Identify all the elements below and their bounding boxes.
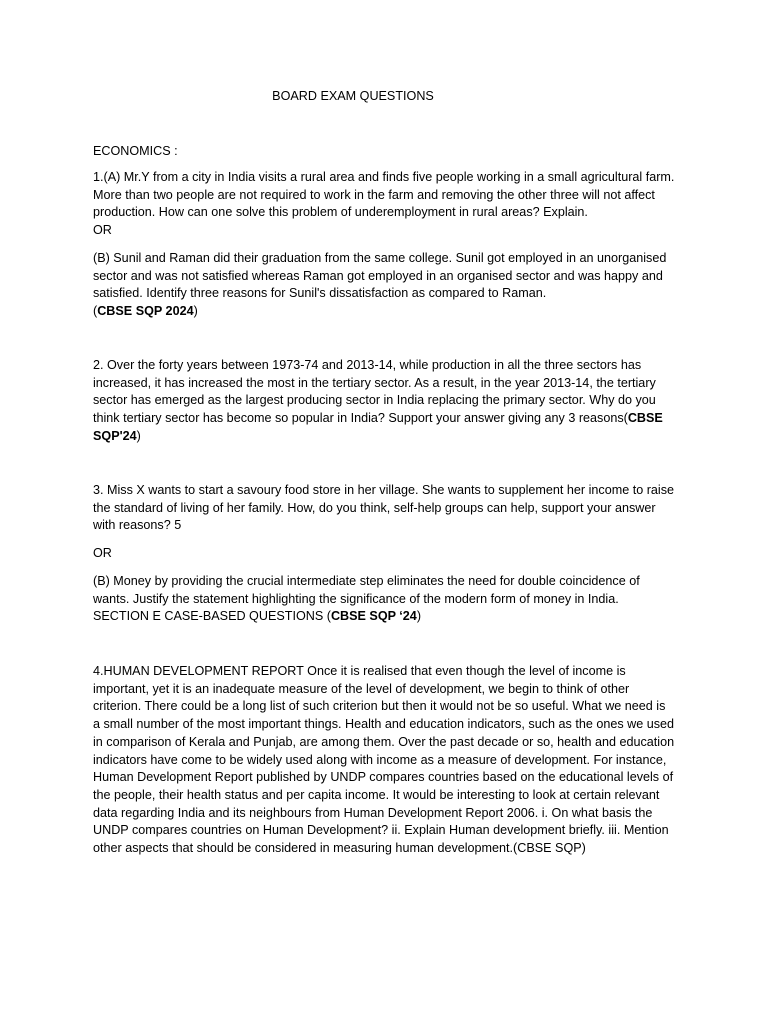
- document-title: BOARD EXAM QUESTIONS: [272, 89, 434, 103]
- question-2-source: CBSE SQP'24: [93, 411, 663, 443]
- question-1b-source: CBSE SQP 2024: [97, 304, 194, 319]
- question-1b-source-open: (: [93, 304, 98, 319]
- question-1a: 1.(A) Mr.Y from a city in India visits a rural area and finds five people working in a small agricultural farm. More than two people are not required to work in the farm and removing the other three will not affect production. How can one solve this problem of underemployment in rural areas? Explain.: [93, 170, 675, 220]
- question-3b-source: CBSE SQP ‘24: [330, 609, 417, 624]
- question-3-or: OR: [93, 546, 112, 560]
- question-1b: [93, 250, 675, 321]
- question-3b: [93, 573, 675, 626]
- question-4: 4.HUMAN DEVELOPMENT REPORT Once it is realised that even though the level of income is important, yet it is an inadequate measure of the level of development, we begin to think of other criterion. There could be a long list of such criterion but then it would not be so useful. What we need is a small number of the most important things. Health and education indicators, such as the ones we used in comparison of Kerala and Punjab, are among them. Over the past decade or so, health and education indicators have come to be widely used along with income as a measure of development. For instance, Human Development Report published by UNDP compares countries based on the educational levels of the people, their health status and per capita income. It would be interesting to look at certain relevant data regarding India and its neighbours from Human Development Report 2006. i. On what basis the UNDP compares countries on Human Development? ii. Explain Human development briefly. iii. Mention other aspects that should be considered in measuring human development.(CBSE SQP): [93, 664, 675, 856]
- question-1-or: OR: [93, 223, 112, 237]
- question-1b-source-close: ): [193, 304, 198, 319]
- question-2-source-close: ): [136, 428, 141, 443]
- question-3a: 3. Miss X wants to start a savoury food store in her village. She wants to supplement her income to raise the standard of living of her family. How, do you think, self-help groups can help, support your answer with reasons? 5: [93, 483, 674, 533]
- question-2: [93, 357, 675, 446]
- question-3b-text: (B) Money by providing the crucial intermediate step eliminates the need for double coincidence of wants. Justify the statement highlighting the significance of the modern form of money in India. SECTION E CASE-BASED QUESTIONS (: [93, 574, 640, 624]
- question-3b-source-close: ): [416, 609, 422, 624]
- section-heading: ECONOMICS :: [93, 144, 178, 158]
- question-2-text: 2. Over the forty years between 1973-74 and 2013-14, while production in all the three sectors has increased, it has increased the most in the tertiary sector. As a result, in the year 2013-14, the tertiary sector has emerged as the largest producing sector in India replacing the primary sector. Why do you think tertiary sector has become so popular in India? Support your answer giving any 3 reasons(: [93, 358, 656, 426]
- question-1b-text: (B) Sunil and Raman did their graduation from the same college. Sunil got employed in an unorganised sector and was not satisfied whereas Raman got employed in an organised sector and was happy and satisfied. Identify three reasons for Sunil's dissatisfaction as compared to Raman.: [93, 251, 667, 301]
